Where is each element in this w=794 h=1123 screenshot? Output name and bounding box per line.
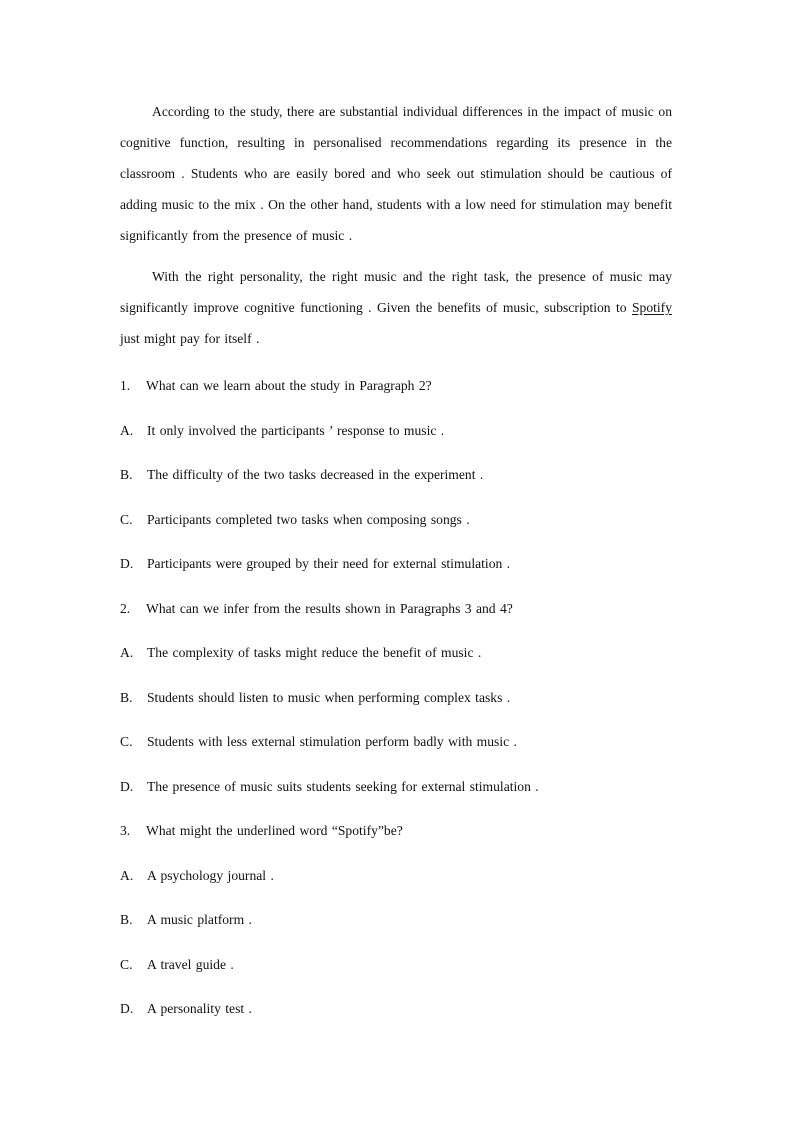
question-1-option-d — [120, 542, 672, 587]
option-letter: B. — [120, 912, 133, 927]
question-1-option-c — [120, 498, 672, 543]
option-letter: C. — [120, 956, 133, 972]
question-2-option-b — [120, 676, 672, 721]
question-number: 3. — [120, 823, 131, 838]
option-text: A music platform . — [147, 912, 252, 927]
question-2-option-c — [120, 720, 672, 765]
option-letter: A. — [120, 867, 134, 883]
option-text: Participants completed two tasks when composing songs . — [147, 511, 470, 527]
option-letter: D. — [120, 556, 134, 571]
underlined-word-spotify: Spotify — [631, 300, 672, 315]
question-1-option-a — [120, 409, 672, 454]
option-text: The difficulty of the two tasks decreased in the experiment . — [147, 467, 484, 482]
option-letter: B. — [120, 467, 133, 482]
question-list — [120, 364, 672, 1032]
option-letter: A. — [120, 645, 134, 660]
option-text: Students should listen to music when performing complex tasks . — [147, 689, 511, 705]
option-text: The presence of music suits students seeking for external stimulation . — [147, 778, 539, 794]
option-letter: B. — [120, 689, 133, 705]
question-3 — [120, 809, 672, 854]
question-3-option-a — [120, 854, 672, 899]
question-number: 2. — [120, 600, 131, 616]
question-2-option-a — [120, 631, 672, 676]
option-text: Students with less external stimulation perform badly with music . — [147, 734, 517, 749]
question-text: What might the underlined word “Spotify”be? — [146, 823, 403, 838]
document-content — [120, 96, 672, 1032]
option-letter: C. — [120, 511, 133, 527]
option-text: A psychology journal . — [147, 867, 274, 883]
question-2-option-d — [120, 765, 672, 810]
option-text: A personality test . — [147, 1001, 252, 1016]
question-3-option-b — [120, 898, 672, 943]
passage-paragraph-2-text-before: With the right personality, the right music and the right task, the presence of music may significantly improve cognitive functioning . Given the benefits of music, subscription to — [120, 269, 672, 315]
option-text: Participants were grouped by their need for external stimulation . — [147, 556, 511, 571]
question-2 — [120, 587, 672, 632]
passage-paragraph-2-text-after: just might pay for itself . — [120, 331, 260, 346]
option-letter: A. — [120, 422, 134, 438]
passage-paragraph-1: According to the study, there are substantial individual differences in the impact of music on cognitive function, resulting in personalised recommendations regarding its presence in the classroom . Students who are easily bored and who seek out stimulation should be cautious of adding music to the mix . On the other hand, students with a low need for stimulation may benefit significantly from the presence of music . — [120, 104, 672, 243]
option-letter: C. — [120, 734, 133, 749]
option-text: It only involved the participants ’ response to music . — [147, 422, 445, 438]
question-number: 1. — [120, 378, 131, 393]
question-3-option-d — [120, 987, 672, 1032]
question-1-option-b — [120, 453, 672, 498]
question-1 — [120, 364, 672, 409]
option-text: A travel guide . — [147, 956, 234, 972]
option-letter: D. — [120, 1001, 134, 1016]
passage-paragraph-2 — [120, 261, 672, 354]
question-text: What can we infer from the results shown in Paragraphs 3 and 4? — [146, 600, 513, 616]
option-text: The complexity of tasks might reduce the benefit of music . — [147, 645, 482, 660]
question-text: What can we learn about the study in Paragraph 2? — [146, 378, 432, 393]
question-3-option-c — [120, 943, 672, 988]
option-letter: D. — [120, 778, 134, 794]
